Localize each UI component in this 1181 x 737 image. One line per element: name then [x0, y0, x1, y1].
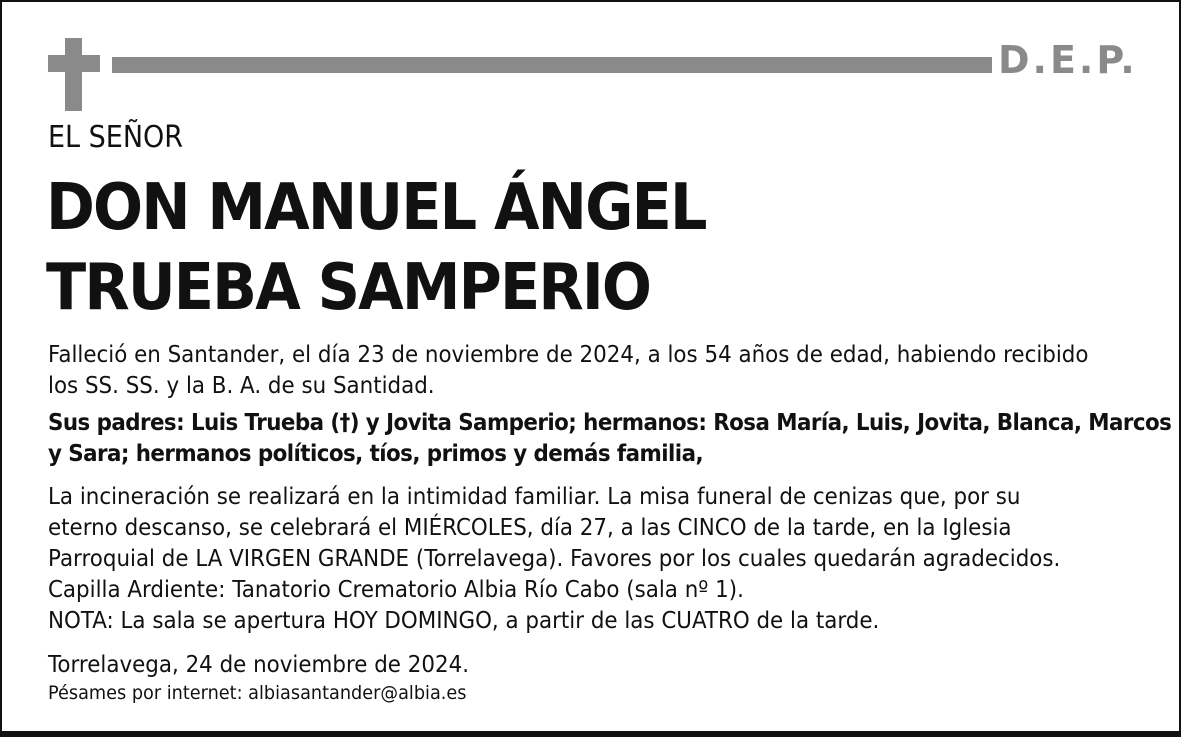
condolences-line: Pésames por internet: albiasantander@albia.es [48, 682, 467, 704]
family-line: y Sara; hermanos políticos, tíos, primos y demás familia, [48, 441, 704, 467]
service-line: NOTA: La sala se apertura HOY DOMINGO, a partir de las CUATRO de la tarde. [48, 608, 880, 634]
dep-label: D.E.P. [998, 38, 1138, 82]
service-line: eterno descanso, se celebrará el MIÉRCOLES, día 27, a las CINCO de la tarde, en la Iglesia [48, 515, 1012, 541]
deceased-name [46, 168, 1058, 328]
service-line: Capilla Ardiente: Tanatorio Crematorio Albia Río Cabo (sala nº 1). [48, 577, 744, 603]
family-paragraph [48, 408, 1172, 470]
name-line-1: DON MANUEL ÁNGEL [46, 171, 706, 245]
header-rule [112, 57, 992, 73]
death-line: Falleció en Santander, el día 23 de noviembre de 2024, a los 54 años de edad, habiendo recibido [48, 342, 1089, 368]
cross-icon [48, 38, 100, 111]
death-line: los SS. SS. y la B. A. de su Santidad. [48, 373, 435, 399]
service-paragraph [48, 482, 1090, 637]
death-paragraph [48, 340, 1090, 402]
honorific: EL SEÑOR [48, 120, 184, 155]
name-line-2: TRUEBA SAMPERIO [46, 251, 651, 325]
service-line: Parroquial de LA VIRGEN GRANDE (Torrelavega). Favores por los cuales quedarán agradecidos. [48, 546, 1061, 572]
family-line: Sus padres: Luis Trueba (†) y Jovita Samperio; hermanos: Rosa María, Luis, Jovita, Blanca, Marcos [48, 410, 1172, 436]
place-date: Torrelavega, 24 de noviembre de 2024. [48, 652, 470, 678]
service-line: La incineración se realizará en la intimidad familiar. La misa funeral de cenizas que, por su [48, 484, 1021, 510]
